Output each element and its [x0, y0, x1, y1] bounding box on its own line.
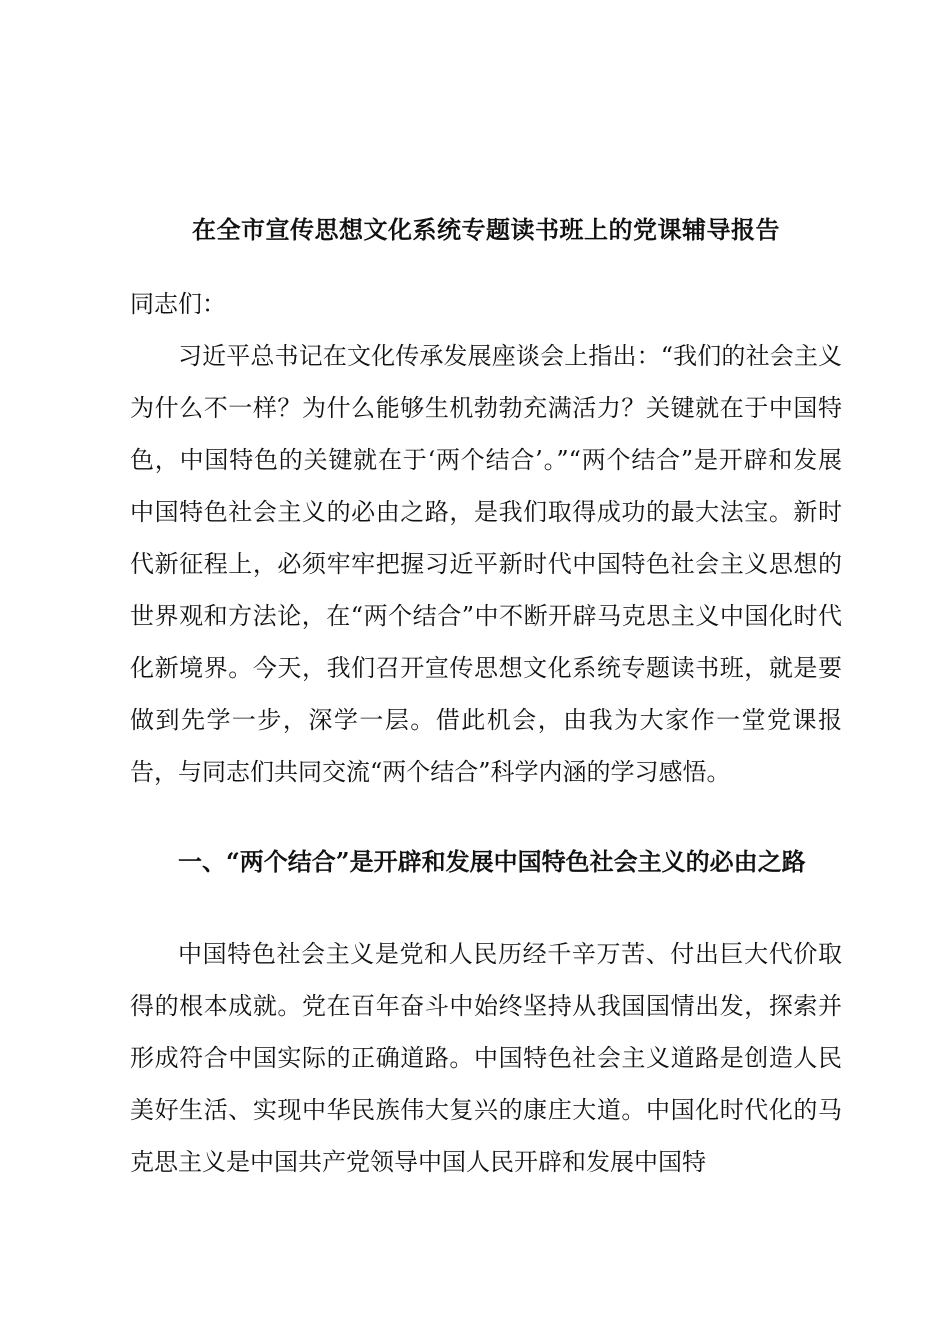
- document-title: 在全市宣传思想文化系统专题读书班上的党课辅导报告: [192, 215, 780, 244]
- section-heading-1: 一、“两个结合”是开辟和发展中国特色社会主义的必由之路: [178, 847, 806, 876]
- section-1-paragraph: 中国特色社会主义是党和人民历经千辛万苦、付出巨大代价取得的根本成就。党在百年奋斗中始终坚持从我国国情出发，探索并形成符合中国实际的正确道路。中国特色社会主义道路是创造人民美好生活、实现中华民族伟大复兴的康庄大道。中国化时代化的马克思主义是中国共产党领导中国人民开辟和发展中国特: [130, 940, 842, 1176]
- salutation: 同志们：: [130, 290, 226, 318]
- intro-paragraph: 习近平总书记在文化传承发展座谈会上指出：“我们的社会主义为什么不一样？为什么能够生机勃勃充满活力？关键就在于中国特色，中国特色的关键就在于‘两个结合’。”“两个结合”是开辟和发展中国特色社会主义的必由之路，是我们取得成功的最大法宝。新时代新征程上，必须牢牢把握习近平新时代中国特色社会主义思想的世界观和方法论，在“两个结合”中不断开辟马克思主义中国化时代化新境界。今天，我们召开宣传思想文化系统专题读书班，就是要做到先学一步，深学一层。借此机会，由我为大家作一堂党课报告，与同志们共同交流“两个结合”科学内涵的学习感悟。: [130, 342, 842, 786]
